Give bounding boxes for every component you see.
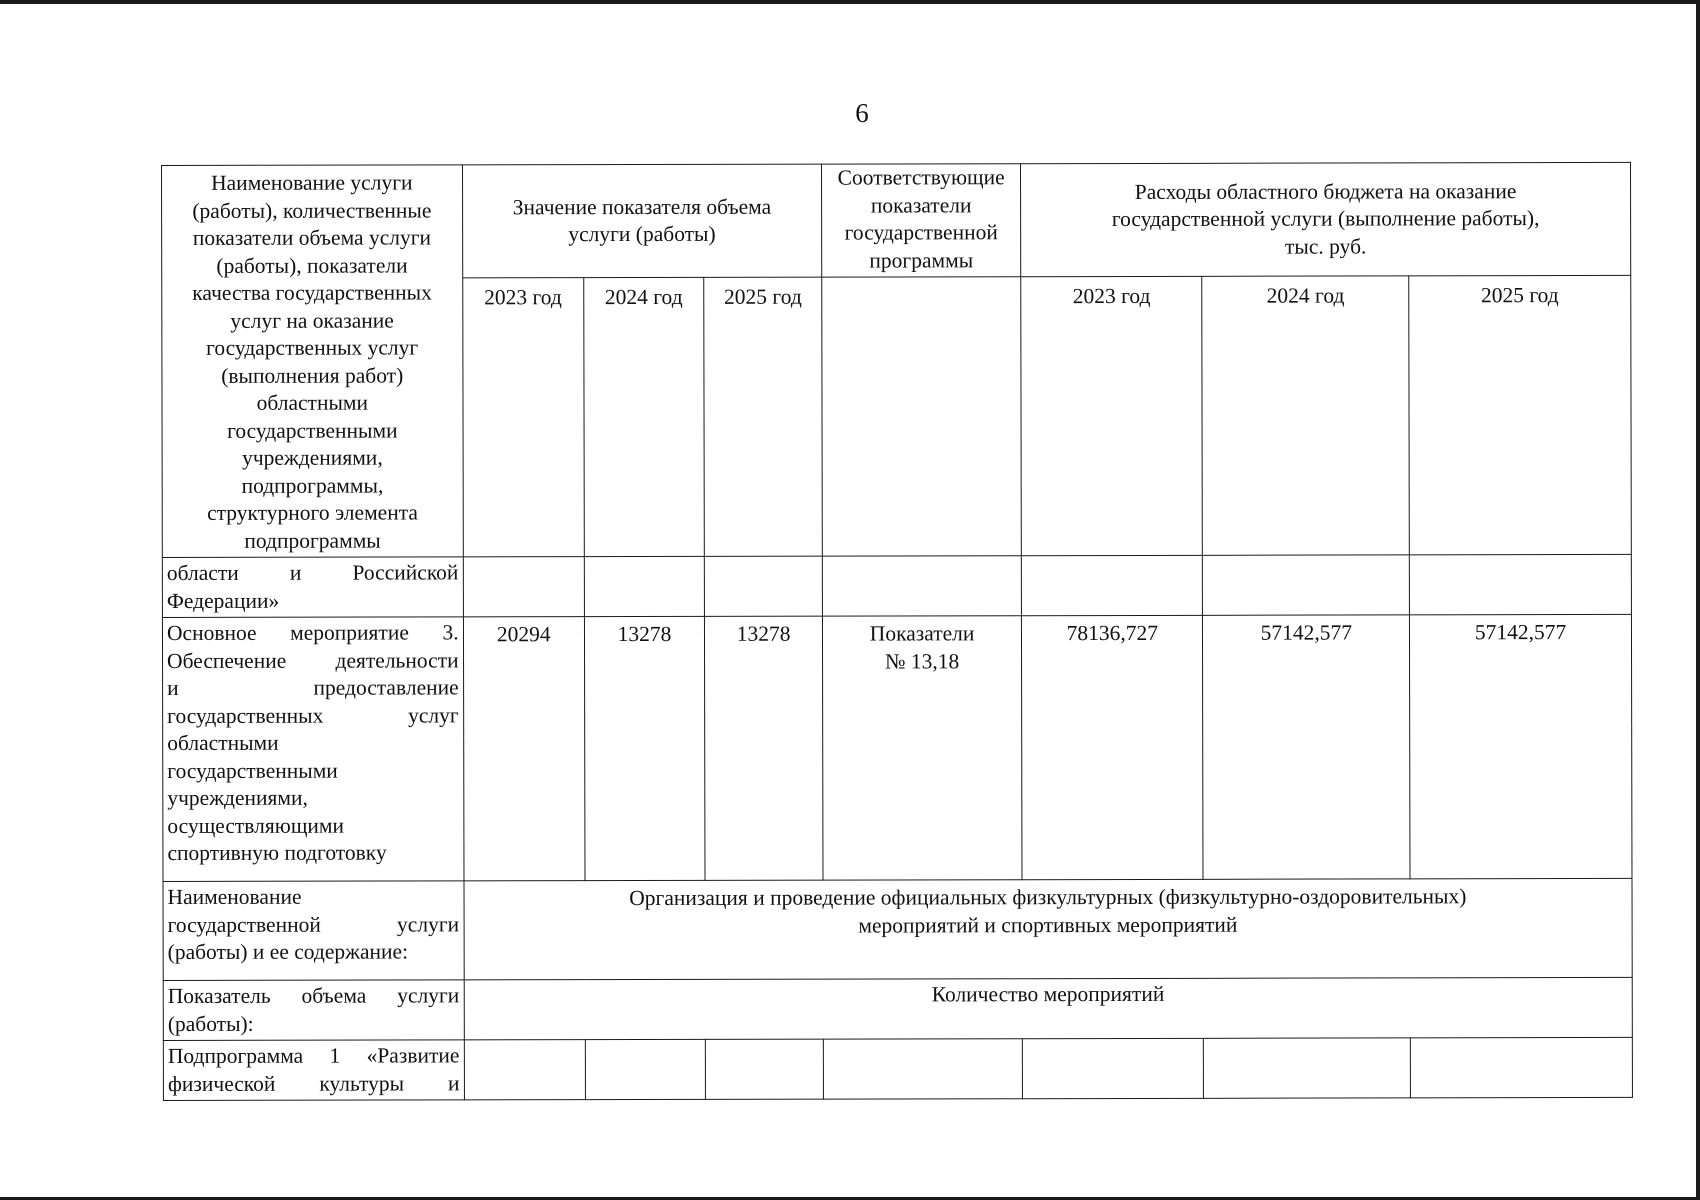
volume-year-2025: 2025 год (704, 277, 823, 556)
volume-indicator-row (163, 977, 1632, 1040)
volume-2024-value: 13278 (584, 616, 705, 880)
service-name-label: Наименование государственной услуги (работы) и ее содержание: (163, 881, 464, 981)
subprogram-label: Подпрограмма 1 «Развитие физической культуры и (163, 1040, 464, 1101)
empty-cell (585, 1039, 705, 1099)
expense-2025-value: 57142,577 (1409, 614, 1632, 878)
empty-cell (1021, 555, 1203, 615)
volume-indicator-value: Количество мероприятий (464, 977, 1633, 1039)
main-event-label: Основное мероприятие 3. Обеспечение деятельности и предоставление государственных услуг областными государственными учреждениями, осуществляющими спортивную подготовку (162, 617, 463, 882)
header-row-1 (162, 162, 1631, 278)
empty-cell (584, 556, 704, 616)
empty-cell (1410, 1037, 1632, 1097)
empty-cell (464, 1040, 585, 1100)
service-name-row (163, 878, 1632, 980)
empty-cell (704, 556, 822, 616)
volume-year-2024: 2024 год (584, 278, 705, 557)
expense-2023-value: 78136,727 (1022, 615, 1204, 879)
volume-year-2023: 2023 год (462, 278, 584, 557)
volume-2023-value: 20294 (463, 617, 585, 881)
empty-cell (822, 556, 1021, 616)
expense-year-2025: 2025 год (1409, 276, 1632, 555)
service-name-value: Организация и проведение официальных физкультурных (физкультурно-оздоровительных) мероприятий и спортивных мероприятий (464, 878, 1633, 979)
empty-cell (1204, 1038, 1411, 1098)
subprogram-row (163, 1037, 1632, 1100)
main-event-row (162, 614, 1632, 881)
empty-cell (823, 1039, 1022, 1099)
empty-cell (1409, 554, 1631, 614)
continuation-label: области и Российской Федерации» (162, 557, 463, 618)
empty-cell (1022, 1038, 1204, 1098)
empty-cell (463, 557, 584, 617)
header-name-cell: Наименование услуги (работы), количественные показатели объема услуги (работы), показатели качества государственных услуг на оказание государственных услуг (выполнения работ) областными государственными учреждениями, подпрограммы, структурного элемента подпрограммы (162, 165, 463, 558)
continuation-row (162, 554, 1631, 617)
empty-cell (1203, 555, 1410, 615)
expense-year-2024: 2024 год (1202, 276, 1409, 555)
expense-2024-value: 57142,577 (1203, 615, 1410, 879)
expense-year-2023: 2023 год (1021, 277, 1203, 556)
volume-indicator-label: Показатель объема услуги (работы): (163, 980, 464, 1041)
budget-table (161, 162, 1633, 1101)
header-indicators-cell: Соответствующие показатели государственной программы (822, 164, 1021, 278)
indicators-value: Показатели № 13,18 (823, 616, 1022, 880)
indicators-empty-cell (822, 277, 1022, 556)
empty-cell (705, 1039, 823, 1099)
header-expenses-cell: Расходы областного бюджета на оказание государственной услуги (выполнение работы), тыс. руб. (1021, 162, 1631, 277)
page-number: 6 (855, 98, 869, 128)
volume-2025-value: 13278 (705, 616, 824, 880)
header-volume-cell: Значение показателя объема услуги (работы) (462, 164, 822, 278)
